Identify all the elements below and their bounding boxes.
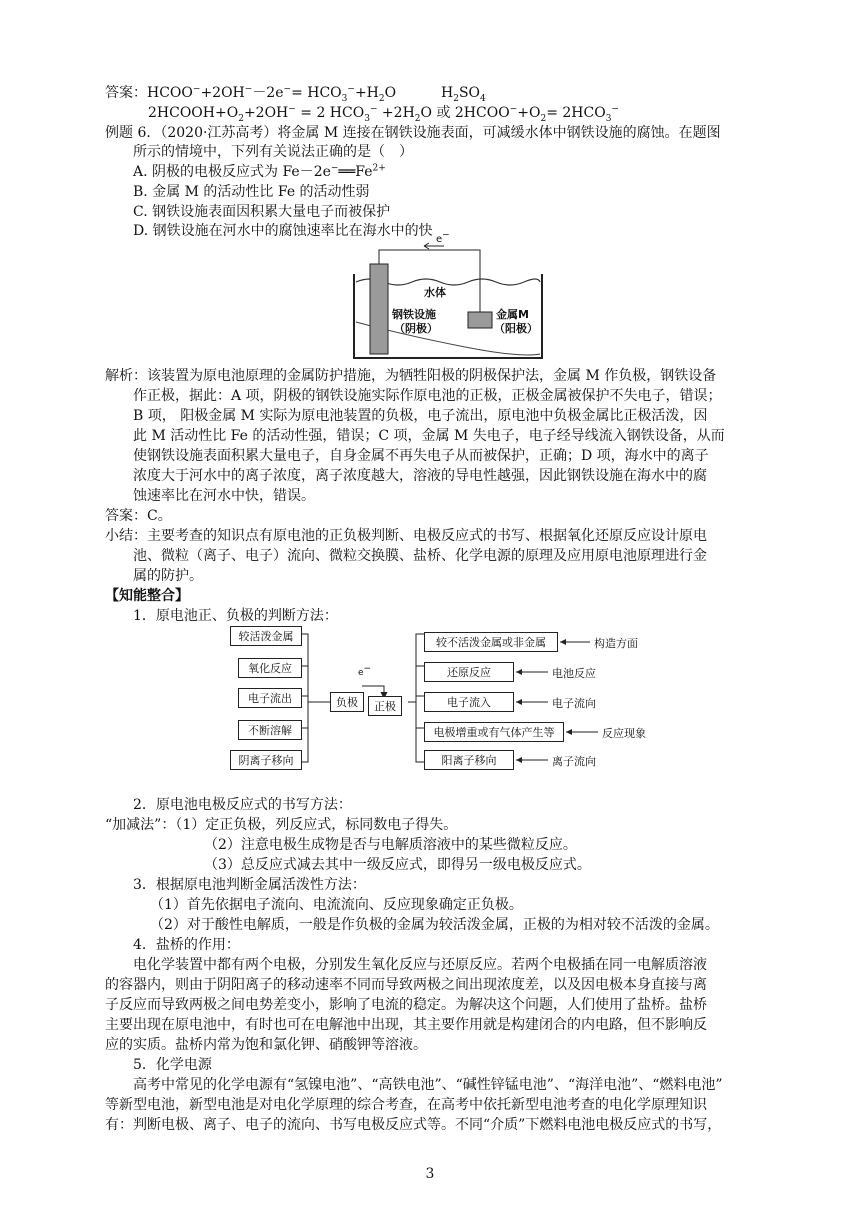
item5-title: 5．化学电源 — [133, 1057, 212, 1073]
analysis-line: 此 M 活动性比 Fe 的活动性强，错误；C 项，金属 M 失电子，电子经导线流入钢铁设备，从而 — [133, 428, 725, 444]
electrode-flowchart — [226, 626, 666, 778]
item2-line: （2）注意电极生成物是否与电解质溶液中的某些微粒反应。 — [204, 837, 577, 853]
steel-facility — [370, 264, 388, 354]
metal-m-block — [468, 312, 492, 328]
page-number: 3 — [425, 1166, 435, 1182]
item3-title: 3．根据原电池判断金属活泼性方法： — [133, 877, 366, 893]
answer5-line2: $2HCOOH+O_2+2OH^- = 2$ $HCO_3^- +2H_2O$ 或 $2HCOO^-+O_2= 2HCO_3^-$ — [148, 104, 619, 124]
metal-label-sub: （阳极） — [494, 322, 538, 335]
flow-tag: 构造方面 — [594, 637, 638, 650]
flow-tag: 电池反应 — [552, 667, 596, 680]
item1-title: 1．原电池正、负极的判断方法： — [133, 608, 338, 624]
steel-label-sub: （阴极） — [394, 322, 438, 335]
answer5-line1: 答案：HCOO−+2OH−－2e−= $HCO_3^-+H_2O$ — [105, 84, 397, 104]
example6-title-cont: 所示的情境中，下列有关说法正确的是（ ） — [133, 144, 413, 160]
example6-title: 例题 6．（2020·江苏高考）将金属 M 连接在钢铁设施表面，可减缓水体中钢铁设施的腐蚀。在题图 — [105, 125, 721, 141]
analysis-line: 解析：该装置为原电池原理的金属防护措施，为牺牲阳极的阴极保护法，金属 M 作负极，钢铁设备 — [105, 368, 717, 384]
flow-right-box: 电子流入 — [424, 692, 514, 712]
option-b: B. 金属 M 的活动性比 Fe 的活动性弱 — [133, 184, 370, 200]
flow-left-box: 电子流出 — [238, 688, 302, 708]
analysis-line: 蚀速率比在河水中快，错误。 — [133, 488, 315, 504]
item5-line: 有：判断电极、离子、电子的流向、书写电极反应式等。不同“介质”下燃料电池电极反应式的书写， — [105, 1117, 722, 1133]
summary-line: 池、微粒（离子、电子）流向、微粒交换膜、盐桥、化学电源的原理及应用原电池原理进行金 — [133, 548, 707, 564]
corrosion-figure — [340, 230, 550, 362]
metal-label: 金属M — [496, 308, 529, 321]
answer6: 答案：C。 — [105, 508, 172, 524]
analysis-line: B 项， 阳极金属 M 实际为原电池装置的负极，电子流出，原电池中负极金属比正极活泼，因 — [133, 408, 708, 424]
option-a: A. 阴极的电极反应式为 $Fe-2e^-══Fe^{2+}$ — [133, 163, 386, 180]
negative-electrode-box: 负极 — [330, 692, 364, 712]
flow-right-box: 阳离子移向 — [424, 750, 514, 770]
flow-right-box: 较不活泼金属或非金属 — [424, 632, 558, 652]
water-label: 水体 — [424, 286, 446, 299]
item3-line: （1）首先依据电子流向、电流流向、反应现象确定正负极。 — [150, 897, 523, 913]
item4-title: 4．盐桥的作用： — [133, 937, 240, 953]
option-d: D. 钢铁设施在河水中的腐蚀速率比在海水中的快 — [133, 223, 433, 239]
flow-right-box: 电极增重或有气体产生等 — [424, 722, 564, 742]
item4-line: 子反应而导致两极之间电势差变小，影响了电流的稳定。为解决这个问题，人们使用了盐桥。盐桥 — [105, 997, 707, 1013]
item2-line: “加减法”：（1）定正负极，列反应式，标同数电子得失。 — [105, 817, 458, 833]
positive-electrode-box: 正极 — [368, 696, 402, 716]
answer5-acid: $H_2SO_4$ — [441, 85, 486, 104]
option-c: C. 钢铁设施表面因积累大量电子而被保护 — [133, 204, 391, 220]
summary-line: 小结：主要考查的知识点有原电池的正负极判断、电极反应式的书写、根据氧化还原反应设计原电 — [105, 528, 707, 544]
summary-line: 属的防护。 — [133, 568, 203, 584]
item4-line: 电化学装置中都有两个电极，分别发生氧化反应与还原反应。若两个电极插在同一电解质溶液 — [133, 957, 707, 973]
flow-left-box: 较活泼金属 — [230, 626, 302, 646]
item2-title: 2．原电池电极反应式的书写方法： — [133, 797, 352, 813]
flow-right-box: 还原反应 — [424, 662, 514, 682]
item3-line: （2）对于酸性电解质，一般是作负极的金属为较活泼金属，正极的为相对较不活泼的金属。 — [150, 917, 719, 933]
item5-line: 等新型电池，新型电池是对电化学原理的综合考查，在高考中依托新型电池考查的电化学原理知识 — [105, 1097, 707, 1113]
analysis-line: 使钢铁设施表面积累大量电子，自身金属不再失电子从而被保护，正确；D 项，海水中的离子 — [133, 448, 709, 464]
wire — [379, 250, 480, 312]
analysis-line: 作正极，据此：A 项，阴极的钢铁设施实际作原电池的正极，正极金属被保护不失电子，错误； — [133, 388, 722, 404]
flow-tag: 离子流向 — [552, 755, 596, 768]
electron-label: e− — [436, 230, 450, 245]
analysis-line: 浓度大于河水中的离子浓度，离子浓度越大，溶液的导电性越强，因此钢铁设施在海水中的腐 — [133, 468, 707, 484]
flow-left-box: 氧化反应 — [238, 658, 302, 678]
item4-line: 应的实质。盐桥内常为饱和氯化钾、硝酸钾等溶液。 — [105, 1037, 427, 1053]
item4-line: 的容器内，则由于阴阳离子的移动速率不同而导致两极之间出现浓度差，以及因电极本身直接与离 — [105, 977, 707, 993]
section-heading: 【知能整合】 — [105, 588, 189, 604]
item4-line: 主要出现在原电池中，有时也可在电解池中出现，其主要作用就是构建闭合的内电路，但不影响反 — [105, 1017, 707, 1033]
item2-line: （3）总反应式减去其中一级反应式，即得另一级电极反应式。 — [204, 857, 591, 873]
flow-left-box: 不断溶解 — [238, 720, 302, 740]
flow-electron-label: e− — [358, 664, 372, 678]
corrosion-figure-svg — [340, 238, 550, 362]
flow-tag: 电子流向 — [552, 697, 596, 710]
flow-tag: 反应现象 — [602, 727, 646, 740]
item5-line: 高考中常见的化学电源有“氢镍电池”、“高铁电池”、“碱性锌锰电池”、“海洋电池”、“燃料电池” — [133, 1077, 723, 1093]
steel-label: 钢铁设施 — [392, 308, 436, 321]
flow-left-box: 阴离子移向 — [230, 750, 302, 770]
